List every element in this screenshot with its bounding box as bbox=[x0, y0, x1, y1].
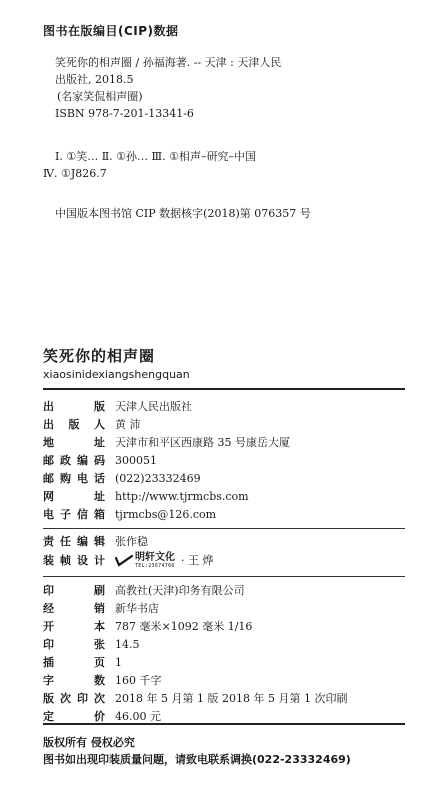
cip-class-line: Ⅰ. ①笑… Ⅱ. ①孙… Ⅲ. ①相声–研究–中国 bbox=[55, 150, 256, 163]
divider bbox=[43, 576, 405, 577]
info-value: http://www.tjrmcbs.com bbox=[115, 490, 249, 503]
info-label: 出 版 人 bbox=[43, 418, 105, 431]
info-row bbox=[43, 582, 413, 600]
info-value: 160 千字 bbox=[115, 674, 162, 687]
divider bbox=[43, 528, 405, 529]
info-label: 印 张 bbox=[43, 638, 105, 651]
info-row bbox=[43, 690, 413, 708]
info-row bbox=[43, 551, 413, 571]
cip-line: 出版社, 2018.5 bbox=[55, 73, 134, 86]
editor-info bbox=[43, 533, 413, 571]
print-info bbox=[43, 582, 413, 726]
info-value: 新华书店 bbox=[115, 602, 159, 615]
info-row bbox=[43, 618, 413, 636]
info-label: 字 数 bbox=[43, 674, 105, 687]
designer bbox=[105, 552, 214, 570]
brush-swoosh-icon bbox=[115, 555, 133, 567]
info-label: 开 本 bbox=[43, 620, 105, 633]
design-studio-logo bbox=[115, 553, 175, 569]
info-value: 787 毫米×1092 毫米 1/16 bbox=[115, 620, 253, 633]
info-row bbox=[43, 600, 413, 618]
info-label: 邮 购 电 话 bbox=[43, 472, 105, 485]
editor-name: 张作稳 bbox=[115, 535, 148, 548]
info-row bbox=[43, 533, 413, 551]
info-label: 电 子 信 箱 bbox=[43, 508, 105, 521]
info-row bbox=[43, 398, 413, 416]
info-row bbox=[43, 506, 413, 524]
info-value: 高教社(天津)印务有限公司 bbox=[115, 584, 245, 597]
info-value: 黄 沛 bbox=[115, 418, 141, 431]
info-label: 经 销 bbox=[43, 602, 105, 615]
cip-line: 笑死你的相声圈 / 孙福海著. -- 天津 : 天津人民 bbox=[55, 56, 282, 69]
cip-heading: 图书在版编目(CIP)数据 bbox=[43, 24, 179, 38]
info-label: 地 址 bbox=[43, 436, 105, 449]
quality-notice: 图书如出现印装质量问题，请致电联系调换(022-23332469) bbox=[43, 753, 351, 766]
info-value: 14.5 bbox=[115, 638, 140, 651]
info-row bbox=[43, 654, 413, 672]
info-row bbox=[43, 636, 413, 654]
cip-classification bbox=[43, 148, 413, 182]
book-pinyin: xiaosinidexiangshengquan bbox=[43, 368, 190, 381]
logo-phone: TEL:23674766 bbox=[135, 563, 175, 569]
cip-data-note: 中国版本图书馆 CIP 数据核字(2018)第 076357 号 bbox=[55, 207, 311, 220]
info-label: 插 页 bbox=[43, 656, 105, 669]
info-value: 46.00 元 bbox=[115, 710, 161, 723]
footer bbox=[43, 734, 351, 768]
info-value: 天津人民出版社 bbox=[115, 400, 192, 413]
publisher-info bbox=[43, 398, 413, 524]
info-label: 责 任 编 辑 bbox=[43, 535, 105, 548]
info-value: 1 bbox=[115, 656, 122, 669]
book-title: 笑死你的相声圈 bbox=[43, 347, 156, 365]
info-row bbox=[43, 488, 413, 506]
divider bbox=[43, 723, 405, 725]
info-value: (022)23332469 bbox=[115, 472, 201, 485]
cip-record bbox=[55, 54, 415, 122]
divider bbox=[43, 388, 405, 390]
info-value: 天津市和平区西康路 35 号康岳大厦 bbox=[115, 436, 290, 449]
info-label: 出 版 bbox=[43, 400, 105, 413]
cip-class-line: Ⅳ. ①J826.7 bbox=[43, 167, 107, 180]
info-value: 2018 年 5 月第 1 版 2018 年 5 月第 1 次印刷 bbox=[115, 692, 348, 705]
info-label: 版 次 印 次 bbox=[43, 692, 105, 705]
info-label: 印 刷 bbox=[43, 584, 105, 597]
info-row bbox=[43, 672, 413, 690]
info-label: 定 价 bbox=[43, 710, 105, 723]
cip-line: (名家笑侃相声圈) bbox=[57, 90, 143, 103]
info-row bbox=[43, 416, 413, 434]
cip-line: ISBN 978-7-201-13341-6 bbox=[55, 107, 194, 120]
logo-text: 明轩文化 bbox=[135, 552, 175, 563]
designer-name: · 王 烨 bbox=[181, 554, 214, 567]
info-label: 装 帧 设 计 bbox=[43, 554, 105, 567]
rights-notice: 版权所有 侵权必究 bbox=[43, 736, 135, 749]
info-value: tjrmcbs@126.com bbox=[115, 508, 217, 521]
info-row bbox=[43, 434, 413, 452]
info-row bbox=[43, 452, 413, 470]
info-value: 300051 bbox=[115, 454, 157, 467]
info-label: 邮 政 编 码 bbox=[43, 454, 105, 467]
info-label: 网 址 bbox=[43, 490, 105, 503]
info-row bbox=[43, 470, 413, 488]
